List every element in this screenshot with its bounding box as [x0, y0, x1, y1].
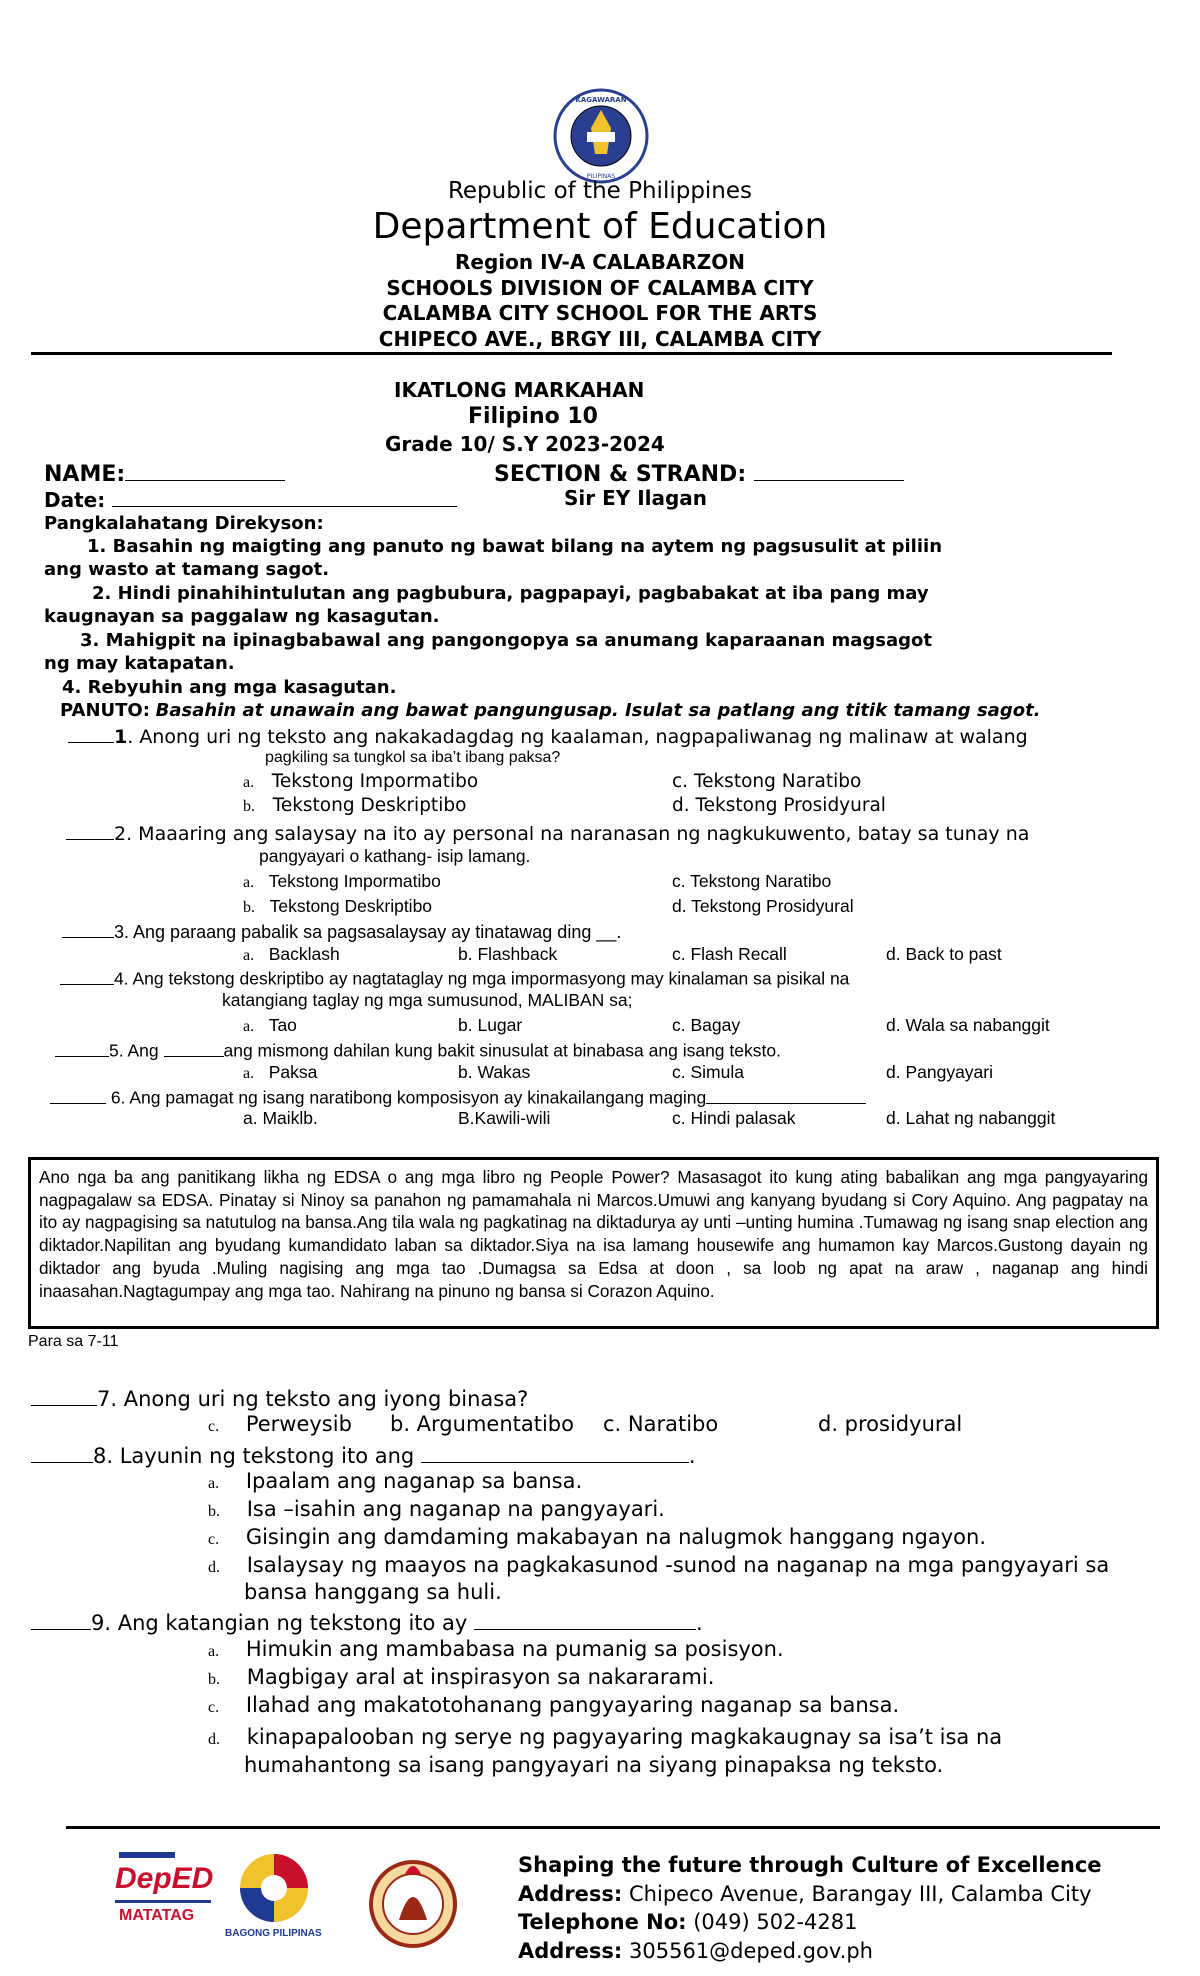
question-3: 3. Ang paraang pabalik sa pagsasalaysay ay tinatawag ding __. — [62, 919, 621, 943]
question-2: 2. Maaaring ang salaysay na ito ay personal na naranasan ng nagkukuwento, batay sa tunay na — [66, 820, 1029, 845]
q6-option-a[interactable]: a. Maiklb. — [243, 1108, 318, 1128]
question-5: 5. Ang ang mismong dahilan kung bakit sinusulat at binabasa ang isang teksto. — [55, 1038, 781, 1062]
q2-option-a[interactable]: a. Tekstong Impormatibo — [243, 871, 441, 891]
direction-4: 4. Rebyuhin ang mga kasagutan. — [62, 677, 397, 698]
q6-option-d[interactable]: d. Lahat ng nabanggit — [886, 1108, 1056, 1128]
q7-option-c[interactable]: c. Naratibo — [603, 1412, 719, 1436]
footer-email-label: Address: — [518, 1939, 623, 1963]
footer-telephone-label: Telephone No: — [518, 1910, 687, 1934]
teacher-name: Sir EY Ilagan — [564, 486, 708, 510]
q5-option-c[interactable]: c. Simula — [672, 1062, 744, 1082]
q9-option-b[interactable]: b. Magbigay aral at inspirasyon sa nakararami. — [208, 1665, 715, 1689]
answer-blank-7[interactable] — [31, 1384, 97, 1406]
date-label: Date: — [44, 488, 106, 512]
direction-1-cont: ang wasto at tamang sagot. — [44, 559, 330, 580]
reading-passage — [28, 1157, 1159, 1329]
footer-address — [518, 1882, 1092, 1906]
q1-option-a[interactable]: a. Tekstong Impormatibo — [243, 771, 479, 792]
q5-option-b[interactable]: b. Wakas — [458, 1062, 531, 1082]
direction-1: 1. Basahin ng maigting ang panuto ng bawat bilang na aytem ng pagsusulit at piliin — [87, 536, 943, 557]
q9-option-a[interactable]: a. Himukin ang mambabasa na pumanig sa posisyon. — [208, 1637, 784, 1661]
footer-divider — [66, 1826, 1160, 1829]
q2-option-d[interactable]: d. Tekstong Prosidyural — [672, 896, 854, 916]
q8-option-d-cont: bansa hanggang sa huli. — [244, 1580, 502, 1604]
name-field[interactable] — [44, 458, 285, 487]
date-field[interactable] — [44, 486, 457, 512]
q3-option-d[interactable]: d. Back to past — [886, 944, 1002, 964]
q5-option-a[interactable]: a. Paksa — [243, 1062, 318, 1082]
footer-telephone-value: (049) 502-4281 — [693, 1910, 858, 1934]
q8-option-b[interactable]: b. Isa –isahin ang naganap na pangyayari. — [208, 1497, 665, 1521]
footer-email — [518, 1939, 873, 1963]
question-4-cont: katangiang taglay ng mga sumusunod, MALIBAN sa; — [222, 990, 633, 1010]
subject-title: Filipino 10 — [468, 404, 598, 429]
directions-title: Pangkalahatang Direkyson: — [44, 513, 324, 534]
footer-address-label: Address: — [518, 1882, 623, 1906]
question-8: 8. Layunin ng tekstong ito ang . — [31, 1441, 696, 1468]
region-line: Region IV-A CALABARZON — [454, 250, 746, 274]
q3-option-c[interactable]: c. Flash Recall — [672, 944, 787, 964]
answer-blank-9[interactable] — [31, 1608, 91, 1630]
answer-blank-3[interactable] — [62, 919, 114, 938]
passage-text: Ano nga ba ang panitikang likha ng EDSA o ang mga libro ng People Power? Masasagot ito kung ating babalikan ang mga pangyayaring nagpagalaw sa EDSA. Pinatay si Ninoy sa panahon ng pamamahala ni Marcos.Umuwi ang kanyang byudang si Cory Aquino. Ang pagpatay na ito ay nagpagising sa natutulog na bansa.Ang tila wala ng pagkatinag na diktadurya ay unti –unting humina .Tumawag ng isang snap election ang diktador.Napilitan ang byudang kumandidato laban sa diktador.Siya na isa lamang housewife ang humamon kay Marcos.Gustong dayain ng diktador ang byuda .Muling nagising ang mga tao .Dumagsa sa Edsa at doon , sa loob ng apat na araw , naganap ang hindi inaasahan. — [39, 1167, 1148, 1301]
q8-option-c[interactable]: c. Gisingin ang damdaming makabayan na nalugmok hanggang ngayon. — [208, 1525, 987, 1549]
school-logo — [365, 1854, 461, 1950]
q3-option-a[interactable]: a. Backlash — [243, 944, 340, 964]
grade-line: Grade 10/ S.Y 2023-2024 — [385, 432, 665, 456]
fill-blank-6[interactable] — [706, 1085, 866, 1104]
direction-2: 2. Hindi pinahihintulutan ang pagbubura, pagpapayi, pagbabakat at iba pang may — [92, 583, 929, 604]
footer-address-value: Chipeco Avenue, Barangay III, Calamba City — [629, 1882, 1092, 1906]
q8-option-a[interactable]: a. Ipaalam ang naganap sa bansa. — [208, 1469, 583, 1493]
answer-blank-4[interactable] — [60, 966, 114, 985]
question-1-cont: pagkiling sa tungkol sa iba’t ibang paksa? — [265, 749, 561, 766]
q4-option-d[interactable]: d. Wala sa nabanggit — [886, 1015, 1050, 1035]
q9-option-c[interactable]: c. Ilahad ang makatotohanang pangyayaring naganap sa bansa. — [208, 1693, 900, 1717]
fill-blank-5[interactable] — [164, 1038, 224, 1057]
deped-matatag-logo — [113, 1852, 213, 1948]
answer-blank-2[interactable] — [66, 820, 114, 840]
q8-option-d[interactable]: d. Isalaysay ng maayos na pagkakasunod -sunod na naganap na mga pangyayari sa — [208, 1553, 1110, 1577]
panuto — [60, 700, 1041, 721]
division-line: SCHOOLS DIVISION OF CALAMBA CITY — [386, 276, 814, 300]
direction-3: 3. Mahigpit na ipinagbabawal ang pangongopya sa anumang kaparaanan magsagot — [80, 630, 932, 651]
address-line: CHIPECO AVE., BRGY III, CALAMBA CITY — [378, 327, 822, 351]
question-2-cont: pangyayari o kathang- isip lamang. — [259, 846, 531, 866]
svg-text:KAGAWARAN: KAGAWARAN — [575, 96, 627, 104]
name-label: NAME: — [44, 462, 126, 487]
bagong-pilipinas-logo — [225, 1852, 325, 1948]
question-6: 6. Ang pamagat ng isang naratibong komposisyon ay kinakailangang maging — [50, 1085, 866, 1109]
fill-blank-9[interactable] — [474, 1608, 696, 1630]
q1-option-c[interactable]: c. Tekstong Naratibo — [672, 771, 862, 792]
school-line: CALAMBA CITY SCHOOL FOR THE ARTS — [382, 301, 818, 325]
question-9: 9. Ang katangian ng tekstong ito ay . — [31, 1608, 703, 1635]
panuto-label: PANUTO: — [60, 700, 150, 721]
q2-option-b[interactable]: b. Tekstong Deskriptibo — [243, 896, 433, 916]
direction-2-cont: kaugnayan sa paggalaw ng kasagutan. — [44, 606, 440, 627]
q9-option-d-cont: humahantong sa isang pangyayari na siyang pinapaksa ng teksto. — [244, 1753, 944, 1777]
header-divider — [31, 352, 1112, 355]
bagong-pilipinas-text: BAGONG PILIPINAS — [225, 1928, 322, 1939]
answer-blank-1[interactable] — [68, 723, 114, 743]
q2-option-c[interactable]: c. Tekstong Naratibo — [672, 871, 832, 891]
q3-option-b[interactable]: b. Flashback — [458, 944, 558, 964]
footer-email-value: 305561@deped.gov.ph — [629, 1939, 873, 1963]
question-1: 1. Anong uri ng teksto ang nakakadagdag ng kaalaman, nagpapaliwanag ng malinaw at walang — [68, 723, 1028, 748]
footer-telephone — [518, 1910, 857, 1934]
answer-blank-6[interactable] — [50, 1085, 106, 1104]
panuto-text: Basahin at unawain ang bawat pangungusap. Isulat sa patlang ang titik tamang sagot. — [155, 700, 1041, 721]
quarter-title: IKATLONG MARKAHAN — [394, 378, 645, 402]
passage-scope: Para sa 7-11 — [28, 1333, 119, 1350]
deped-wordmark: DepED — [115, 1862, 214, 1895]
q4-option-a[interactable]: a. Tao — [243, 1015, 297, 1035]
svg-text:PILIPINAS: PILIPINAS — [586, 173, 616, 180]
q9-option-d[interactable]: d. kinapapalooban ng serye ng pagyayaring magkakaugnay sa isa’t isa na — [208, 1725, 1003, 1749]
q1-option-d[interactable]: d. Tekstong Prosidyural — [672, 795, 886, 816]
q7-option-d[interactable]: d. prosidyural — [818, 1412, 963, 1436]
question-4: 4. Ang tekstong deskriptibo ay nagtataglay ng mga impormasyong may kinalaman sa pisikal na — [60, 966, 849, 990]
fill-blank-8[interactable] — [421, 1441, 689, 1463]
q7-option-b[interactable]: b. Argumentatibo — [390, 1412, 574, 1436]
question-7: 7. Anong uri ng teksto ang iyong binasa? — [31, 1384, 528, 1411]
q6-option-b[interactable]: B.Kawili-wili — [458, 1108, 551, 1128]
section-label: SECTION & STRAND: — [494, 462, 747, 487]
republic-line: Republic of the Philippines — [447, 178, 753, 204]
passage-ending: Nagtagumpay ang mga tao. Nahirang na pinuno ng bansa si Corazon Aquino. — [123, 1280, 715, 1301]
answer-blank-8[interactable] — [31, 1441, 93, 1463]
q1-option-b[interactable]: b. Tekstong Deskriptibo — [243, 795, 467, 816]
q5-option-d[interactable]: d. Pangyayari — [886, 1062, 994, 1082]
q4-option-c[interactable]: c. Bagay — [672, 1015, 741, 1035]
q7-option-a[interactable]: c. Perweysib — [208, 1412, 352, 1436]
q6-option-c[interactable]: c. Hindi palasak — [672, 1108, 796, 1128]
matatag-wordmark: MATATAG — [119, 1907, 195, 1924]
department-title: Department of Education — [372, 206, 828, 247]
footer-tagline: Shaping the future through Culture of Excellence — [518, 1853, 1102, 1877]
deped-seal — [553, 88, 649, 184]
direction-3-cont: ng may katapatan. — [44, 653, 235, 674]
section-field[interactable] — [494, 458, 904, 487]
q4-option-b[interactable]: b. Lugar — [458, 1015, 523, 1035]
answer-blank-5[interactable] — [55, 1038, 109, 1057]
